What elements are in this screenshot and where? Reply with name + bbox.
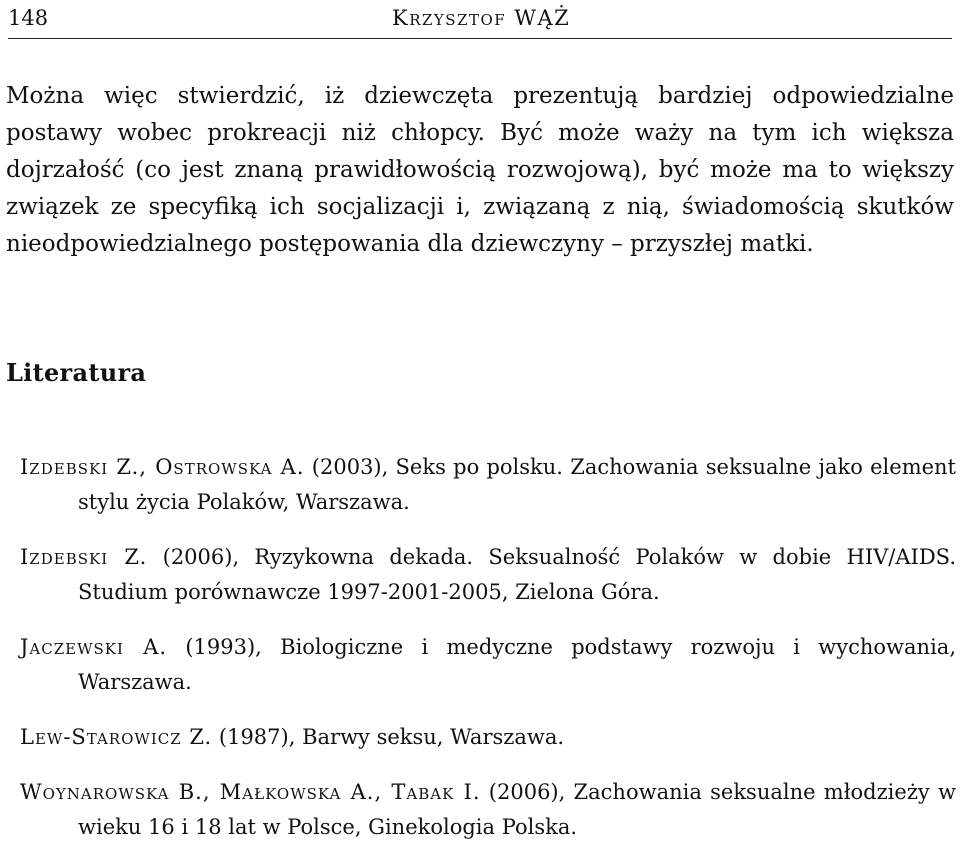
reference-item (20, 450, 956, 520)
reference-item (20, 775, 956, 845)
running-title: Krzysztof WĄŻ (392, 6, 571, 30)
reference-authors: Lew-Starowicz Z. (20, 725, 213, 749)
reference-authors: Woynarowska B., Małkowska A., Tabak I. (20, 780, 481, 804)
section-heading-literatura: Literatura (6, 358, 147, 387)
reference-item (20, 720, 956, 755)
body-paragraph: Można więc stwierdzić, iż dziewczęta prezentują bardziej odpowiedzialne postawy wobec prokreacji niż chłopcy. Być może waży na tym ich większa dojrzałość (co jest znaną prawidłowością rozwojową), być może ma to większy związek ze specyfiką ich socjalizacji i, związaną z nią, świadomością skutków nieodpowiedzialnego postępowania dla dziewczyny – przyszłej matki. (6, 83, 954, 257)
reference-details: (1987), Barwy seksu, Warszawa. (212, 725, 565, 749)
reference-details: (2006), Ryzykowna dekada. Seksualność Polaków w dobie HIV/AIDS. Studium porównawcze 1997-2001-2005, Zielona Góra. (78, 545, 956, 604)
reference-details: (1993), Biologiczne i medyczne podstawy rozwoju i wychowania, Warszawa. (78, 635, 956, 694)
reference-list (20, 450, 956, 865)
reference-item (20, 540, 956, 610)
reference-authors: Izdebski Z., Ostrowska A. (20, 455, 305, 479)
page-header (8, 4, 952, 34)
reference-authors: Jaczewski A. (20, 635, 168, 659)
header-divider (8, 38, 952, 39)
reference-item (20, 630, 956, 700)
page-number: 148 (8, 6, 49, 30)
reference-details: (2006), Zachowania seksualne młodzieży w wieku 16 i 18 lat w Polsce, Ginekologia Polska. (78, 780, 956, 839)
reference-details: (2003), Seks po polsku. Zachowania seksualne jako element stylu życia Polaków, Warszawa. (78, 455, 956, 514)
reference-authors: Izdebski Z. (20, 545, 148, 569)
